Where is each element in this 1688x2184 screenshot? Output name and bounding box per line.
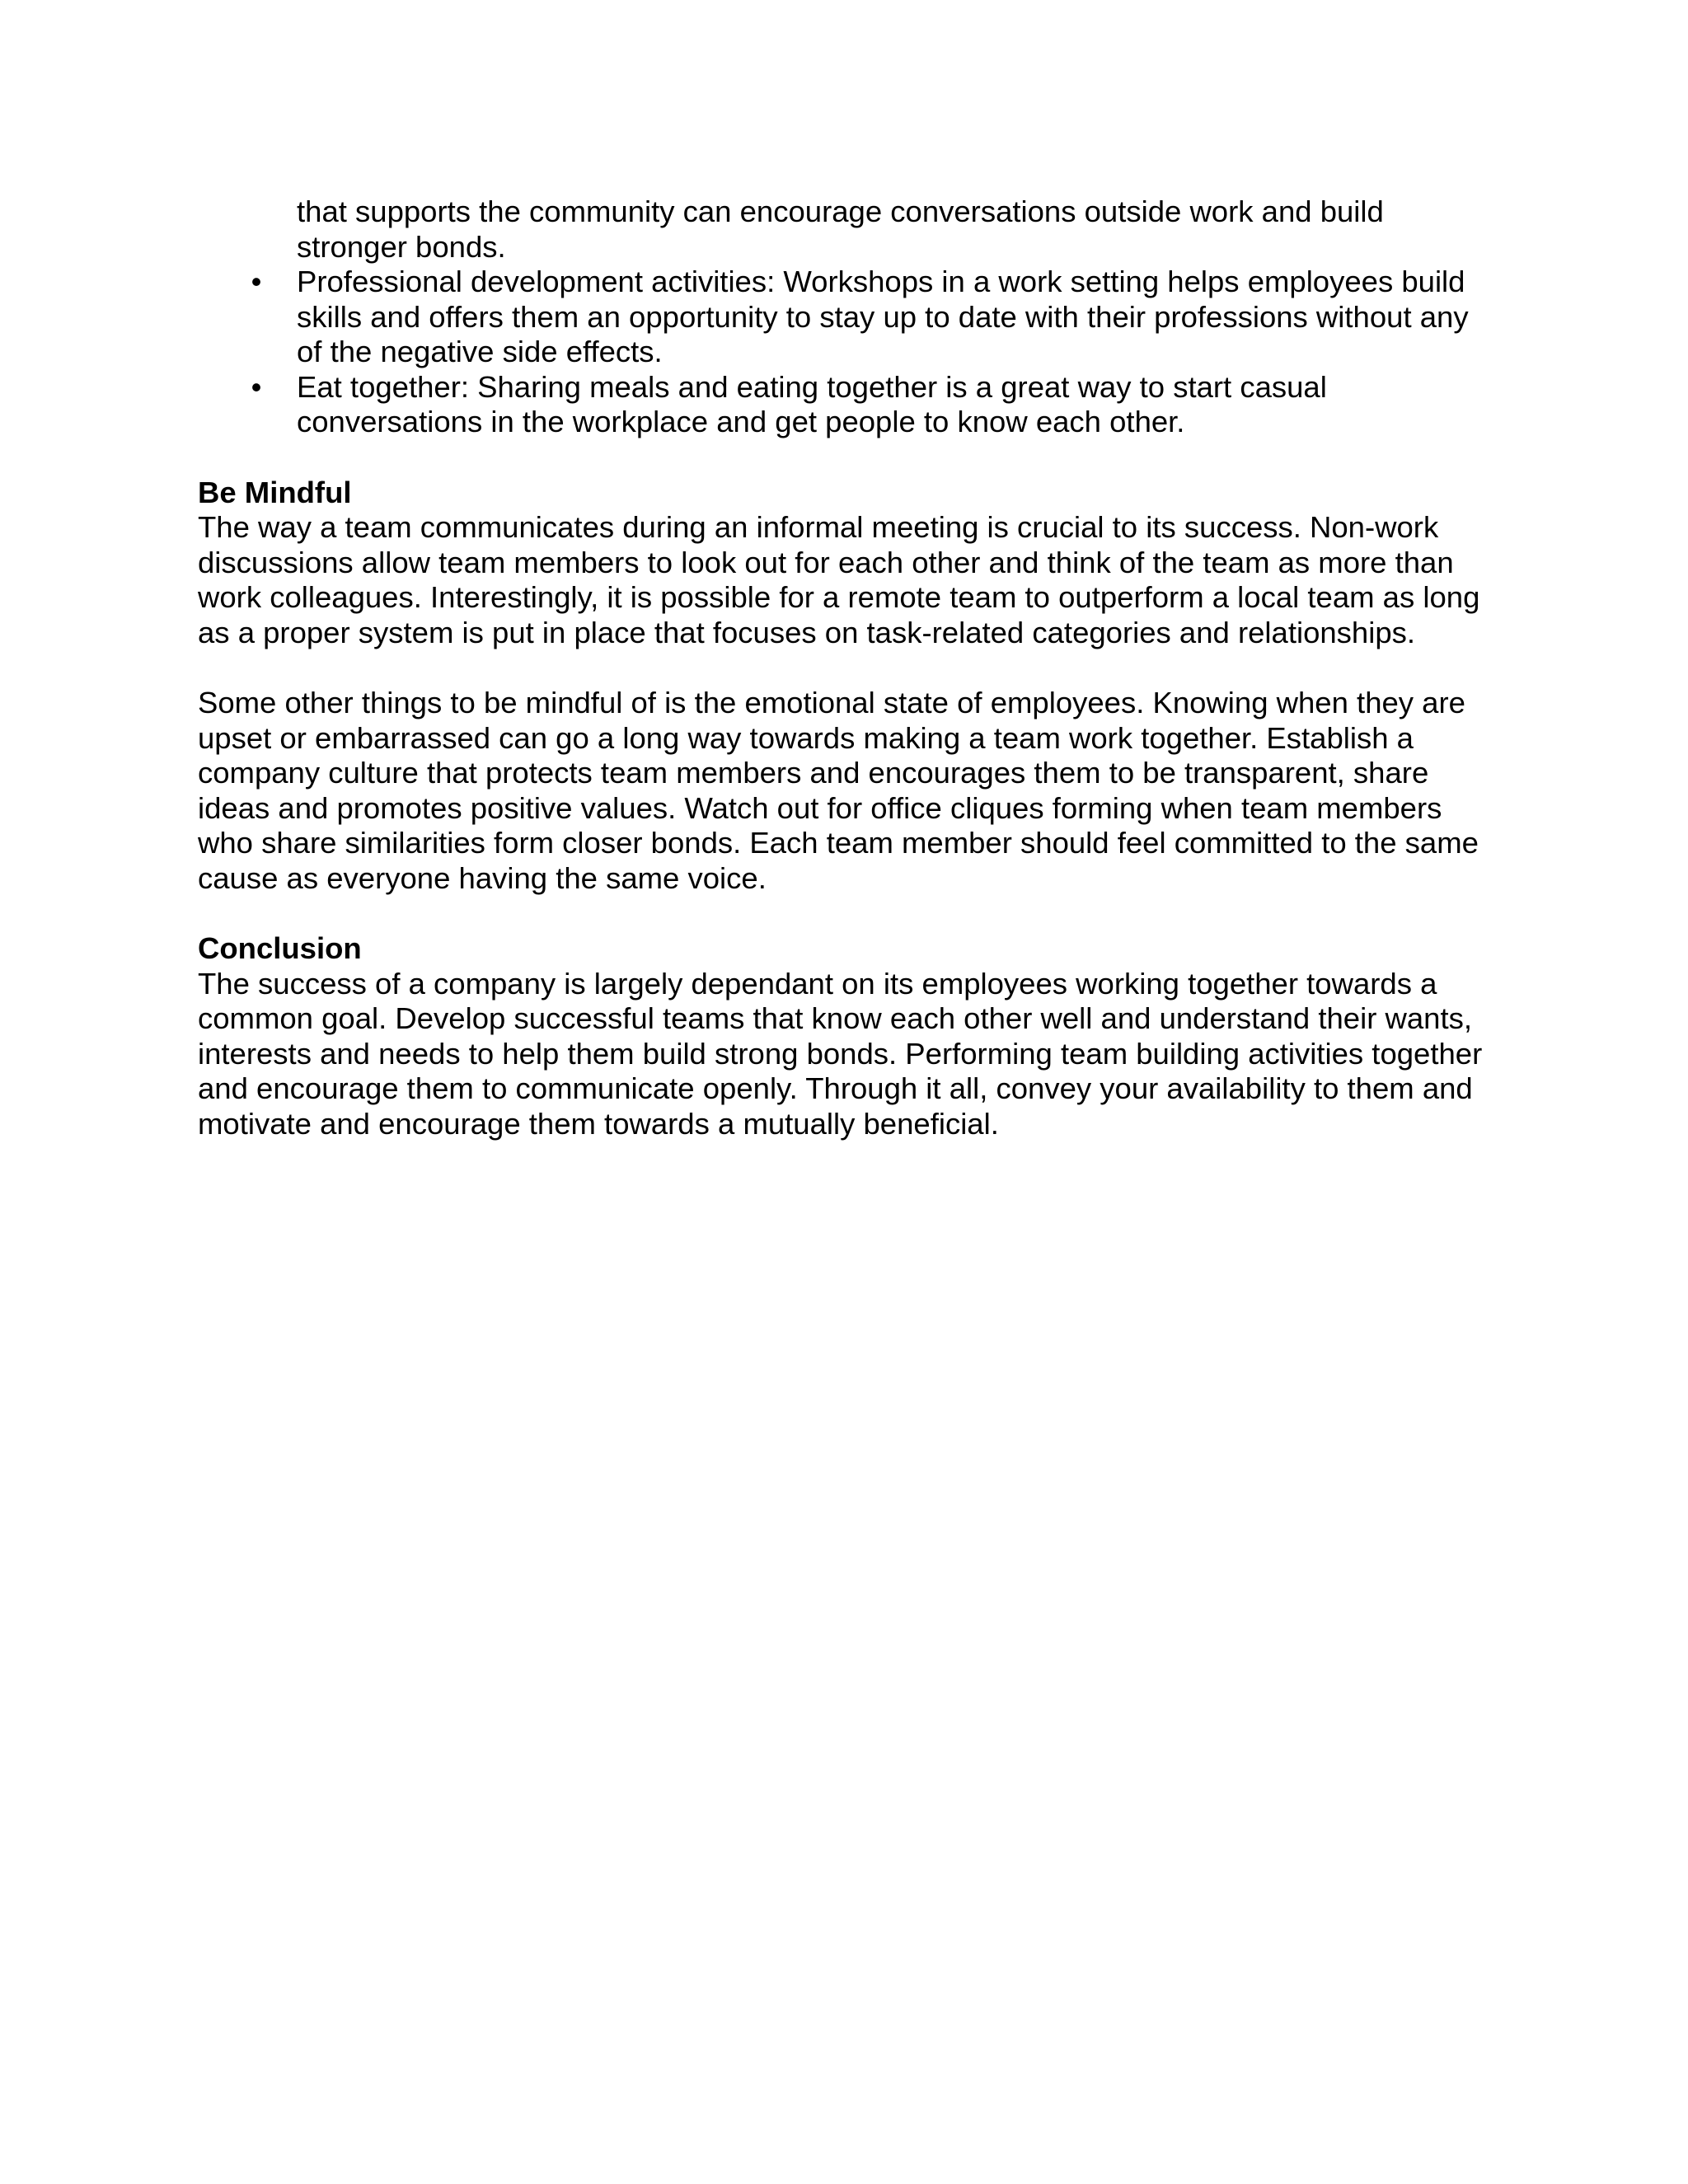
heading-be-mindful: Be Mindful [198,475,352,509]
bullet-list [198,265,1500,440]
bullet-icon: • [251,265,262,298]
bullet-item-eat-together [198,370,1500,440]
bullet-text: Eat together: Sharing meals and eating together is a great way to start casual conversations in the workplace and get people to know each other. [297,369,1327,438]
heading-conclusion: Conclusion [198,931,362,965]
paragraph-mindful-1: The way a team communicates during an informal meeting is crucial to its success. Non-work discussions allow team members to look out for each other and think of the team as more than work colleagues. Interestingly, it is possible for a remote team to outperform a local team as long as a proper system is put in place that focuses on task-related categories and relationships. [198,510,1480,649]
bullet-item-professional-development [198,265,1500,370]
bullet-text: Professional development activities: Workshops in a work setting helps employees build skills and offers them an opportunity to stay up to date with their professions without any of the negative side effects. [297,265,1469,368]
bullet-icon: • [251,369,262,404]
paragraph-mindful-2: Some other things to be mindful of is the emotional state of employees. Knowing when they are upset or embarrassed can go a long way towards making a team work together. Establish a company culture that protects team members and encourages them to be transparent, share ideas and promotes positive values. Watch out for office cliques forming when team members who share similarities form closer bonds. Each team member should feel committed to the same cause as everyone having the same voice. [198,686,1479,895]
paragraph-conclusion: The success of a company is largely dependant on its employees working together towards a common goal. Develop successful teams that know each other well and understand their wants, interests and needs to help them build strong bonds. Performing team building activities together and encourage them to communicate openly. Through it all, convey your availability to them and motivate and encourage them towards a mutually beneficial. [198,966,1483,1141]
spacer [198,440,1500,476]
continuation-text: that supports the community can encourage conversations outside work and build stronger bonds. [297,194,1384,264]
page-content [198,194,1500,1141]
spacer [198,650,1500,686]
spacer [198,896,1500,931]
